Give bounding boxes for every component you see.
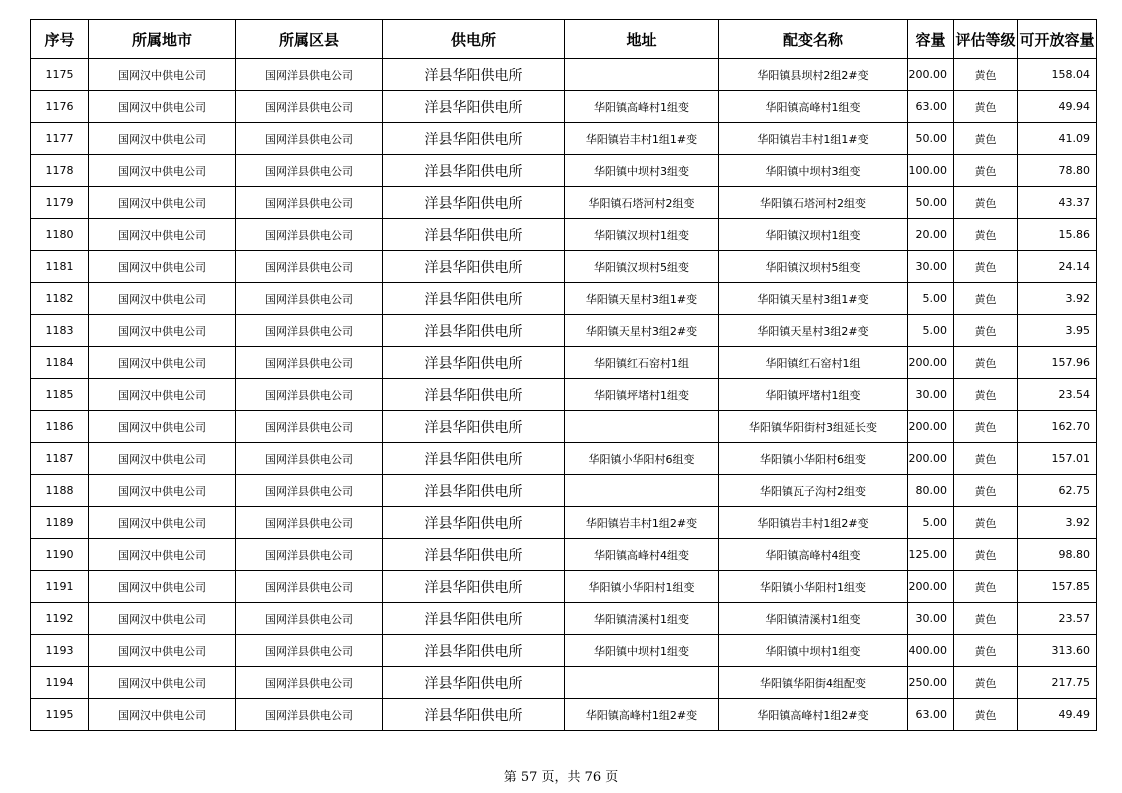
address-cell: 华阳镇坪堵村1组变 (565, 379, 719, 411)
transformer-name-cell: 华阳镇小华阳村6组变 (719, 443, 908, 475)
county-cell: 国网洋县供电公司 (236, 539, 383, 571)
rating-cell: 黄色 (954, 59, 1018, 91)
table-row (31, 635, 1097, 667)
header-address: 地址 (565, 20, 719, 59)
rating-cell: 黄色 (954, 699, 1018, 731)
county-cell: 国网洋县供电公司 (236, 123, 383, 155)
table-row (31, 123, 1097, 155)
transformer-name-cell: 华阳镇瓦子沟村2组变 (719, 475, 908, 507)
address-cell (565, 411, 719, 443)
table-row (31, 603, 1097, 635)
rating-cell: 黄色 (954, 667, 1018, 699)
transformer-name-cell: 华阳镇石塔河村2组变 (719, 187, 908, 219)
city-cell: 国网汉中供电公司 (89, 507, 236, 539)
city-cell: 国网汉中供电公司 (89, 187, 236, 219)
capacity-cell: 30.00 (908, 251, 954, 283)
address-cell: 华阳镇汉坝村1组变 (565, 219, 719, 251)
city-cell: 国网汉中供电公司 (89, 155, 236, 187)
open-capacity-cell: 157.85 (1018, 571, 1097, 603)
transformer-name-cell: 华阳镇汉坝村1组变 (719, 219, 908, 251)
address-cell: 华阳镇天星村3组2#变 (565, 315, 719, 347)
rating-cell: 黄色 (954, 539, 1018, 571)
open-capacity-cell: 3.92 (1018, 507, 1097, 539)
transformer-name-cell: 华阳镇华阳街4组配变 (719, 667, 908, 699)
station-cell: 洋县华阳供电所 (383, 603, 565, 635)
open-capacity-cell: 23.57 (1018, 603, 1097, 635)
city-cell: 国网汉中供电公司 (89, 219, 236, 251)
transformer-name-cell: 华阳镇坪堵村1组变 (719, 379, 908, 411)
station-cell: 洋县华阳供电所 (383, 507, 565, 539)
table-row (31, 59, 1097, 91)
capacity-cell: 30.00 (908, 379, 954, 411)
county-cell: 国网洋县供电公司 (236, 347, 383, 379)
city-cell: 国网汉中供电公司 (89, 411, 236, 443)
capacity-cell: 100.00 (908, 155, 954, 187)
open-capacity-cell: 15.86 (1018, 219, 1097, 251)
address-cell: 华阳镇岩丰村1组1#变 (565, 123, 719, 155)
table-row (31, 315, 1097, 347)
index-cell: 1191 (31, 571, 89, 603)
county-cell: 国网洋县供电公司 (236, 603, 383, 635)
city-cell: 国网汉中供电公司 (89, 699, 236, 731)
table-row (31, 411, 1097, 443)
rating-cell: 黄色 (954, 315, 1018, 347)
rating-cell: 黄色 (954, 635, 1018, 667)
address-cell (565, 475, 719, 507)
table-row (31, 91, 1097, 123)
rating-cell: 黄色 (954, 251, 1018, 283)
city-cell: 国网汉中供电公司 (89, 539, 236, 571)
capacity-cell: 200.00 (908, 571, 954, 603)
transformer-capacity-table (30, 19, 1097, 731)
index-cell: 1187 (31, 443, 89, 475)
capacity-cell: 400.00 (908, 635, 954, 667)
address-cell (565, 667, 719, 699)
index-cell: 1190 (31, 539, 89, 571)
city-cell: 国网汉中供电公司 (89, 91, 236, 123)
transformer-name-cell: 华阳镇中坝村1组变 (719, 635, 908, 667)
open-capacity-cell: 49.49 (1018, 699, 1097, 731)
rating-cell: 黄色 (954, 123, 1018, 155)
county-cell: 国网洋县供电公司 (236, 251, 383, 283)
station-cell: 洋县华阳供电所 (383, 91, 565, 123)
index-cell: 1180 (31, 219, 89, 251)
table-row (31, 219, 1097, 251)
address-cell: 华阳镇岩丰村1组2#变 (565, 507, 719, 539)
capacity-cell: 50.00 (908, 123, 954, 155)
index-cell: 1183 (31, 315, 89, 347)
city-cell: 国网汉中供电公司 (89, 315, 236, 347)
county-cell: 国网洋县供电公司 (236, 155, 383, 187)
county-cell: 国网洋县供电公司 (236, 507, 383, 539)
transformer-name-cell: 华阳镇高峰村1组变 (719, 91, 908, 123)
address-cell: 华阳镇高峰村4组变 (565, 539, 719, 571)
table-row (31, 475, 1097, 507)
rating-cell: 黄色 (954, 571, 1018, 603)
header-county: 所属区县 (236, 20, 383, 59)
transformer-name-cell: 华阳镇汉坝村5组变 (719, 251, 908, 283)
address-cell: 华阳镇小华阳村6组变 (565, 443, 719, 475)
city-cell: 国网汉中供电公司 (89, 603, 236, 635)
open-capacity-cell: 78.80 (1018, 155, 1097, 187)
station-cell: 洋县华阳供电所 (383, 315, 565, 347)
county-cell: 国网洋县供电公司 (236, 475, 383, 507)
county-cell: 国网洋县供电公司 (236, 699, 383, 731)
capacity-cell: 5.00 (908, 507, 954, 539)
open-capacity-cell: 43.37 (1018, 187, 1097, 219)
table-row (31, 539, 1097, 571)
address-cell: 华阳镇清溪村1组变 (565, 603, 719, 635)
address-cell: 华阳镇高峰村1组2#变 (565, 699, 719, 731)
station-cell: 洋县华阳供电所 (383, 667, 565, 699)
capacity-cell: 63.00 (908, 699, 954, 731)
city-cell: 国网汉中供电公司 (89, 667, 236, 699)
header-rating: 评估等级 (954, 20, 1018, 59)
header-power-station: 供电所 (383, 20, 565, 59)
city-cell: 国网汉中供电公司 (89, 283, 236, 315)
station-cell: 洋县华阳供电所 (383, 187, 565, 219)
county-cell: 国网洋县供电公司 (236, 443, 383, 475)
open-capacity-cell: 3.92 (1018, 283, 1097, 315)
index-cell: 1177 (31, 123, 89, 155)
table-row (31, 251, 1097, 283)
city-cell: 国网汉中供电公司 (89, 571, 236, 603)
open-capacity-cell: 62.75 (1018, 475, 1097, 507)
address-cell: 华阳镇中坝村3组变 (565, 155, 719, 187)
station-cell: 洋县华阳供电所 (383, 251, 565, 283)
rating-cell: 黄色 (954, 603, 1018, 635)
station-cell: 洋县华阳供电所 (383, 411, 565, 443)
transformer-name-cell: 华阳镇小华阳村1组变 (719, 571, 908, 603)
address-cell: 华阳镇小华阳村1组变 (565, 571, 719, 603)
station-cell: 洋县华阳供电所 (383, 379, 565, 411)
rating-cell: 黄色 (954, 507, 1018, 539)
transformer-name-cell: 华阳镇红石窑村1组 (719, 347, 908, 379)
capacity-cell: 50.00 (908, 187, 954, 219)
capacity-cell: 200.00 (908, 59, 954, 91)
index-cell: 1194 (31, 667, 89, 699)
capacity-cell: 80.00 (908, 475, 954, 507)
capacity-cell: 5.00 (908, 315, 954, 347)
county-cell: 国网洋县供电公司 (236, 411, 383, 443)
rating-cell: 黄色 (954, 187, 1018, 219)
open-capacity-cell: 3.95 (1018, 315, 1097, 347)
station-cell: 洋县华阳供电所 (383, 539, 565, 571)
open-capacity-cell: 23.54 (1018, 379, 1097, 411)
transformer-name-cell: 华阳镇天星村3组1#变 (719, 283, 908, 315)
rating-cell: 黄色 (954, 91, 1018, 123)
transformer-name-cell: 华阳镇清溪村1组变 (719, 603, 908, 635)
transformer-name-cell: 华阳镇岩丰村1组1#变 (719, 123, 908, 155)
transformer-name-cell: 华阳镇中坝村3组变 (719, 155, 908, 187)
station-cell: 洋县华阳供电所 (383, 635, 565, 667)
index-cell: 1182 (31, 283, 89, 315)
index-cell: 1195 (31, 699, 89, 731)
county-cell: 国网洋县供电公司 (236, 571, 383, 603)
rating-cell: 黄色 (954, 379, 1018, 411)
county-cell: 国网洋县供电公司 (236, 91, 383, 123)
transformer-name-cell: 华阳镇县坝村2组2#变 (719, 59, 908, 91)
table-header-row (31, 20, 1097, 59)
index-cell: 1185 (31, 379, 89, 411)
index-cell: 1193 (31, 635, 89, 667)
capacity-cell: 200.00 (908, 443, 954, 475)
rating-cell: 黄色 (954, 283, 1018, 315)
open-capacity-cell: 157.96 (1018, 347, 1097, 379)
rating-cell: 黄色 (954, 475, 1018, 507)
index-cell: 1189 (31, 507, 89, 539)
county-cell: 国网洋县供电公司 (236, 667, 383, 699)
open-capacity-cell: 157.01 (1018, 443, 1097, 475)
capacity-cell: 200.00 (908, 347, 954, 379)
city-cell: 国网汉中供电公司 (89, 347, 236, 379)
index-cell: 1178 (31, 155, 89, 187)
table-row (31, 283, 1097, 315)
table-row (31, 667, 1097, 699)
city-cell: 国网汉中供电公司 (89, 379, 236, 411)
table-row (31, 507, 1097, 539)
open-capacity-cell: 162.70 (1018, 411, 1097, 443)
city-cell: 国网汉中供电公司 (89, 443, 236, 475)
page-footer: 第 57 页，共 76 页 (503, 770, 619, 785)
station-cell: 洋县华阳供电所 (383, 219, 565, 251)
open-capacity-cell: 24.14 (1018, 251, 1097, 283)
header-open-capacity: 可开放容量 (1018, 20, 1097, 59)
address-cell: 华阳镇高峰村1组变 (565, 91, 719, 123)
address-cell: 华阳镇中坝村1组变 (565, 635, 719, 667)
index-cell: 1188 (31, 475, 89, 507)
address-cell: 华阳镇天星村3组1#变 (565, 283, 719, 315)
open-capacity-cell: 41.09 (1018, 123, 1097, 155)
open-capacity-cell: 49.94 (1018, 91, 1097, 123)
station-cell: 洋县华阳供电所 (383, 699, 565, 731)
address-cell: 华阳镇红石窑村1组 (565, 347, 719, 379)
open-capacity-cell: 158.04 (1018, 59, 1097, 91)
index-cell: 1175 (31, 59, 89, 91)
open-capacity-cell: 313.60 (1018, 635, 1097, 667)
open-capacity-cell: 98.80 (1018, 539, 1097, 571)
transformer-name-cell: 华阳镇岩丰村1组2#变 (719, 507, 908, 539)
station-cell: 洋县华阳供电所 (383, 59, 565, 91)
table-row (31, 347, 1097, 379)
transformer-name-cell: 华阳镇华阳街村3组延长变 (719, 411, 908, 443)
transformer-name-cell: 华阳镇高峰村1组2#变 (719, 699, 908, 731)
table-row (31, 379, 1097, 411)
rating-cell: 黄色 (954, 155, 1018, 187)
index-cell: 1181 (31, 251, 89, 283)
capacity-cell: 125.00 (908, 539, 954, 571)
station-cell: 洋县华阳供电所 (383, 443, 565, 475)
table-row (31, 187, 1097, 219)
city-cell: 国网汉中供电公司 (89, 251, 236, 283)
county-cell: 国网洋县供电公司 (236, 315, 383, 347)
city-cell: 国网汉中供电公司 (89, 59, 236, 91)
city-cell: 国网汉中供电公司 (89, 635, 236, 667)
address-cell (565, 59, 719, 91)
county-cell: 国网洋县供电公司 (236, 283, 383, 315)
index-cell: 1176 (31, 91, 89, 123)
county-cell: 国网洋县供电公司 (236, 219, 383, 251)
header-city: 所属地市 (89, 20, 236, 59)
station-cell: 洋县华阳供电所 (383, 155, 565, 187)
table-row (31, 155, 1097, 187)
county-cell: 国网洋县供电公司 (236, 379, 383, 411)
index-cell: 1186 (31, 411, 89, 443)
capacity-cell: 250.00 (908, 667, 954, 699)
address-cell: 华阳镇汉坝村5组变 (565, 251, 719, 283)
station-cell: 洋县华阳供电所 (383, 571, 565, 603)
table-row (31, 443, 1097, 475)
city-cell: 国网汉中供电公司 (89, 123, 236, 155)
header-transformer-name: 配变名称 (719, 20, 908, 59)
index-cell: 1184 (31, 347, 89, 379)
address-cell: 华阳镇石塔河村2组变 (565, 187, 719, 219)
station-cell: 洋县华阳供电所 (383, 347, 565, 379)
rating-cell: 黄色 (954, 347, 1018, 379)
rating-cell: 黄色 (954, 411, 1018, 443)
header-index: 序号 (31, 20, 89, 59)
county-cell: 国网洋县供电公司 (236, 187, 383, 219)
index-cell: 1192 (31, 603, 89, 635)
capacity-cell: 63.00 (908, 91, 954, 123)
open-capacity-cell: 217.75 (1018, 667, 1097, 699)
city-cell: 国网汉中供电公司 (89, 475, 236, 507)
station-cell: 洋县华阳供电所 (383, 475, 565, 507)
table-body (31, 59, 1097, 731)
station-cell: 洋县华阳供电所 (383, 123, 565, 155)
county-cell: 国网洋县供电公司 (236, 59, 383, 91)
transformer-name-cell: 华阳镇天星村3组2#变 (719, 315, 908, 347)
capacity-cell: 200.00 (908, 411, 954, 443)
index-cell: 1179 (31, 187, 89, 219)
station-cell: 洋县华阳供电所 (383, 283, 565, 315)
capacity-cell: 5.00 (908, 283, 954, 315)
table-row (31, 571, 1097, 603)
table-row (31, 699, 1097, 731)
capacity-cell: 30.00 (908, 603, 954, 635)
rating-cell: 黄色 (954, 219, 1018, 251)
capacity-cell: 20.00 (908, 219, 954, 251)
rating-cell: 黄色 (954, 443, 1018, 475)
transformer-name-cell: 华阳镇高峰村4组变 (719, 539, 908, 571)
header-capacity: 容量 (908, 20, 954, 59)
county-cell: 国网洋县供电公司 (236, 635, 383, 667)
